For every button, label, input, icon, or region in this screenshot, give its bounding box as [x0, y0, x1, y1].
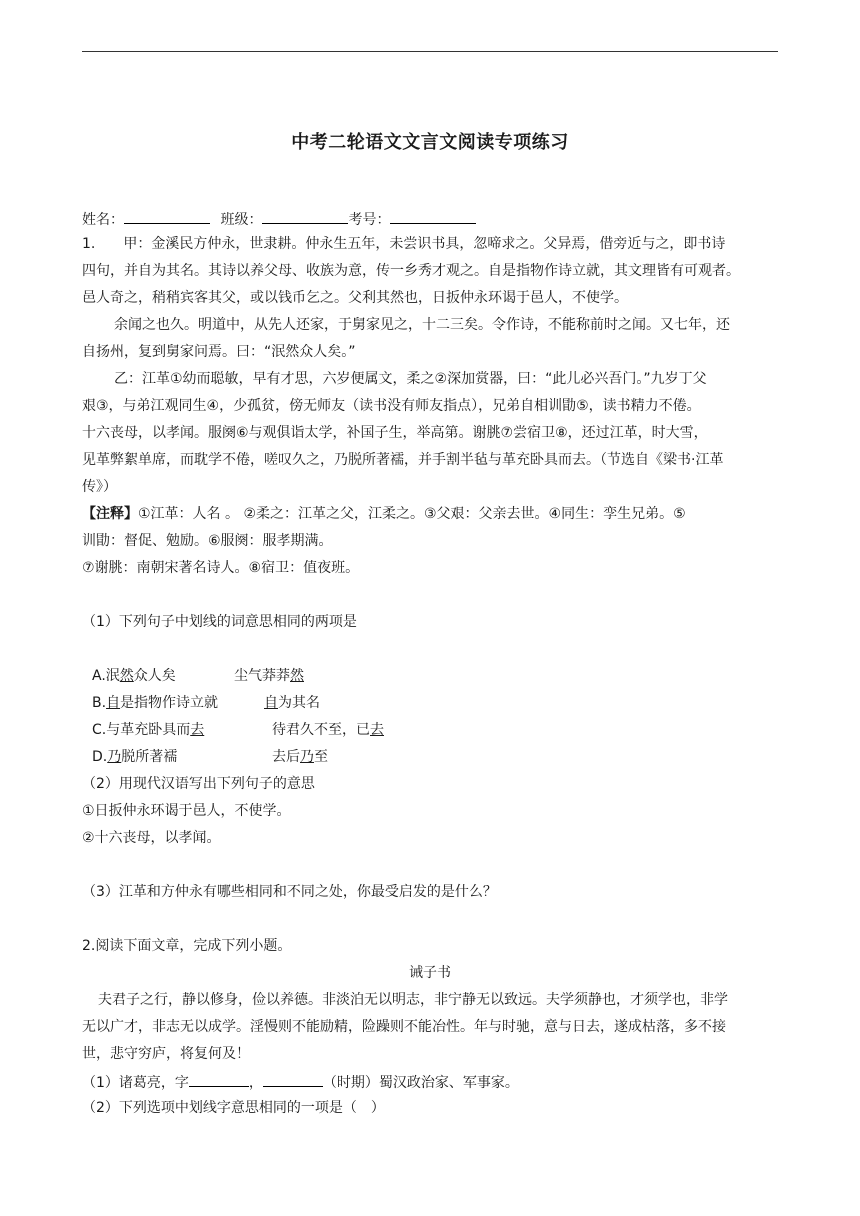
option-text: 去后: [272, 749, 300, 765]
q2-sub1-text: ，: [248, 1075, 263, 1091]
q1-line: 乙：江革①幼而聪敏，早有才思，六岁便属文，柔之②深加赏器，曰：“此儿必兴吾门。”九岁丁父: [114, 371, 707, 387]
id-label: 考号：: [348, 212, 391, 228]
option-text: 待君久不至，已: [272, 722, 370, 738]
q2-line: 世，悲守穷庐，将复何及！: [82, 1046, 250, 1062]
option-compare: [264, 693, 320, 713]
option-text: B.: [92, 695, 107, 711]
q1-line: 艰③，与弟江观同生④，少孤贫，傍无师友（读书没有师友指点），兄弟自相训勖⑤，读书精力不倦。: [82, 398, 701, 414]
option-compare: [272, 720, 384, 740]
option-compare: [234, 666, 304, 686]
option-text: 尘气莽莽: [234, 668, 290, 684]
option-a[interactable]: [92, 666, 304, 686]
q2-line: 无以广才，非志无以成学。淫慢则不能励精，险躁则不能冶性。年与时驰，意与日去，遂成枯落，多不接: [82, 1019, 726, 1035]
name-label: 姓名：: [82, 212, 124, 228]
option-text: 脱所著襦: [121, 749, 178, 765]
note-line: [82, 504, 686, 524]
q1-sub2-item: ②十六丧母，以孝闻。: [82, 830, 221, 846]
underlined-word: 自: [264, 695, 278, 711]
option-text: A.泯: [92, 668, 120, 684]
answer-blank[interactable]: [189, 1071, 249, 1087]
underlined-word: 乃: [107, 749, 122, 765]
q2-sub1-text: （时期）蜀汉政治家、军事家。: [322, 1075, 519, 1091]
underlined-word: 乃: [300, 749, 314, 765]
note-text: ①江革：人名 。 ②柔之：江革之父，江柔之。③父艰：父亲去世。④同生：孪生兄弟。⑤: [138, 506, 686, 522]
note-line: 训勖：督促、勉励。⑥服阕：服孝期满。: [82, 533, 333, 549]
page-title: 中考二轮语文文言文阅读专项练习: [291, 132, 569, 153]
q1-line: 四句，并自为其名。其诗以养父母、收族为意，传一乡秀才观之。自是指物作诗立就，其文理皆有可观者。: [82, 263, 740, 279]
name-blank[interactable]: [124, 208, 210, 224]
class-blank[interactable]: [262, 208, 348, 224]
q1-sub3: （3）江革和方仲永有哪些相同和不同之处，你最受启发的是什么？: [82, 884, 497, 900]
q1-line: 1. 甲：金溪民方仲永，世隶耕。仲永生五年，未尝识书具，忽啼求之。父异焉，借旁近与之，即书诗: [82, 236, 726, 252]
q2-subtitle: 诫子书: [409, 965, 451, 981]
q1-line: 见革弊絮单席，而耽学不倦，嗟叹久之，乃脱所著襦，并手割半毡与革充卧具而去。（节选自《梁书·江革: [82, 452, 724, 468]
underlined-word: 去: [190, 722, 205, 738]
underlined-word: 自: [106, 695, 121, 711]
q2-intro: 2.阅读下面文章，完成下列小题。: [82, 938, 292, 954]
q1-line: 余闻之也久。明道中，从先人还家，于舅家见之，十二三矣。令作诗，不能称前时之闻。又七年，还: [114, 317, 730, 333]
q1-sub2: （2）用现代汉语写出下列句子的意思: [82, 776, 315, 792]
answer-blank[interactable]: [263, 1071, 323, 1087]
underlined-word: 然: [119, 668, 134, 684]
q1-sub2-item: ①日扳仲永环谒于邑人，不使学。: [82, 803, 291, 819]
q2-sub1-text: （1）诸葛亮，字: [82, 1075, 189, 1091]
note-line: ⑦谢朓：南朝宋著名诗人。⑧宿卫：值夜班。: [82, 560, 360, 576]
q2-sub2: （2）下列选项中划线字意思相同的一项是（ ）: [82, 1100, 385, 1116]
underlined-word: 然: [290, 668, 304, 684]
q1-sub1: （1）下列句子中划线的词意思相同的两项是: [82, 614, 357, 630]
option-text: 众人矣: [133, 668, 176, 684]
option-text: C.与革充卧具而: [92, 722, 191, 738]
option-compare: [272, 747, 328, 767]
q2-sub1: [82, 1071, 519, 1093]
option-c[interactable]: [92, 720, 384, 740]
header-rule: [82, 51, 778, 52]
underlined-word: 去: [370, 722, 384, 738]
class-label: 班级：: [220, 212, 263, 228]
student-info-line: [82, 208, 476, 230]
option-b[interactable]: [92, 693, 320, 713]
option-d[interactable]: [92, 747, 328, 767]
option-text: 至: [314, 749, 328, 765]
q1-line: 邑人奇之，稍稍宾客其父，或以钱币乞之。父利其然也，日扳仲永环谒于邑人，不使学。: [82, 290, 628, 306]
id-blank[interactable]: [390, 208, 476, 224]
q2-line: 夫君子之行，静以修身，俭以养德。非淡泊无以明志，非宁静无以致远。夫学须静也，才须学也，非学: [98, 992, 728, 1008]
option-text: D.: [92, 749, 108, 765]
q1-line: 传》）: [82, 479, 117, 495]
note-label: 【注释】: [82, 506, 138, 522]
option-text: 为其名: [278, 695, 320, 711]
q1-line: 十六丧母，以孝闻。服阕⑥与观俱诣太学，补国子生，举高第。谢朓⑦尝宿卫⑧，还过江革，时大雪，: [82, 425, 708, 441]
option-text: 是指物作诗立就: [120, 695, 219, 711]
q1-line: 自扬州，复到舅家问焉。曰：“泯然众人矣。”: [82, 344, 356, 360]
